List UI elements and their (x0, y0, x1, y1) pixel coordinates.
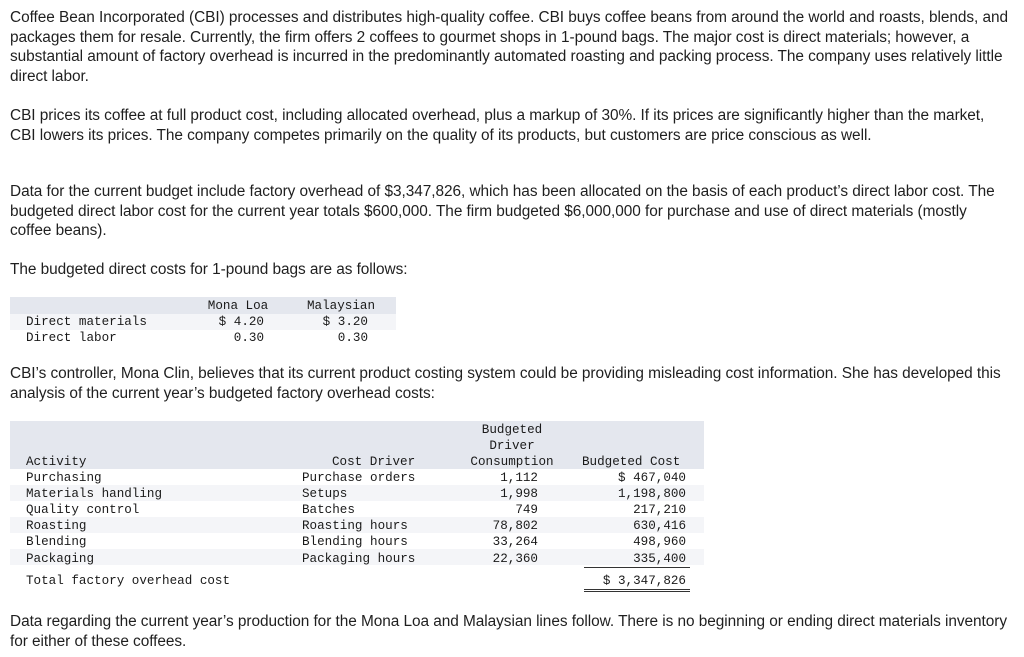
cost-cell: 1,198,800 (617, 487, 686, 501)
header-mona-loa: Mona Loa (207, 299, 269, 313)
mona-direct-materials: $ 4.20 (218, 315, 264, 329)
driver-cell: Batches (302, 503, 355, 517)
direct-costs-table (10, 297, 396, 348)
cost-cell: 335,400 (633, 552, 686, 566)
header-cost-driver: Cost Driver (332, 455, 416, 469)
header-budgeted: Budgeted (481, 423, 543, 437)
total-value: $ 3,347,826 (602, 574, 686, 588)
pricing-paragraph: CBI prices its coffee at full product cost, including allocated overhead, plus a markup of 30%. If its prices are significantly higher than the market, CBI lowers its prices. The company competes primarily on the quality of its products, but customers are price conscious as well. (10, 107, 985, 144)
consumption-cell: 1,998 (500, 487, 538, 501)
driver-cell: Purchase orders (302, 471, 416, 485)
total-double-rule (584, 589, 690, 590)
header-consumption: Consumption (470, 455, 554, 469)
cost-cell: $ 467,040 (617, 471, 686, 485)
mona-direct-labor: 0.30 (233, 331, 264, 345)
malaysian-direct-labor: 0.30 (337, 331, 368, 345)
direct-costs-intro: The budgeted direct costs for 1-pound bags are as follows: (10, 261, 408, 278)
header-activity: Activity (26, 455, 87, 469)
cost-cell: 217,210 (633, 503, 686, 517)
driver-cell: Blending hours (302, 535, 408, 549)
activity-cell: Roasting (26, 519, 87, 533)
consumption-cell: 22,360 (492, 552, 538, 566)
driver-cell: Setups (302, 487, 348, 501)
activity-cell: Materials handling (26, 487, 163, 501)
row-label-direct-labor: Direct labor (26, 331, 117, 345)
cost-cell: 630,416 (633, 519, 686, 533)
activity-cell: Purchasing (26, 471, 102, 485)
header-malaysian: Malaysian (306, 299, 376, 313)
malaysian-direct-materials: $ 3.20 (322, 315, 368, 329)
production-paragraph: Data regarding the current year’s production for the Mona Loa and Malaysian lines follow. There is no beginning or ending direct materials inventory for either of these coffees. (10, 613, 1007, 650)
consumption-cell: 33,264 (492, 535, 538, 549)
consumption-cell: 1,112 (500, 471, 538, 485)
header-budgeted-cost: Budgeted Cost (582, 455, 681, 469)
activity-cell: Blending (26, 535, 87, 549)
cost-cell: 498,960 (633, 535, 686, 549)
intro-paragraph: Coffee Bean Incorporated (CBI) processes and distributes high-quality coffee. CBI buys coffee beans from around the world and roasts, blends, and packages them for resale. Currently, the firm offers 2 coffees to gourmet shops in 1-pound bags. The major cost is direct materials; however, a substantial amount of factory overhead is incurred in the predominantly automated roasting and packing process. The company uses relatively little direct labor. (10, 9, 1009, 85)
total-double-rule (584, 591, 690, 592)
subtotal-rule (584, 567, 690, 568)
consumption-cell: 78,802 (492, 519, 538, 533)
total-label: Total factory overhead cost (26, 574, 231, 588)
activity-cell: Quality control (26, 503, 140, 517)
budget-paragraph: Data for the current budget include factory overhead of $3,347,826, which has been allocated on the basis of each product’s direct labor cost. The budgeted direct labor cost for the current year totals $600,000. The firm budgeted $6,000,000 for purchase and use of direct materials (mostly coffee beans). (10, 183, 995, 240)
header-driver: Driver (489, 439, 535, 453)
row-label-direct-materials: Direct materials (26, 315, 147, 329)
controller-paragraph: CBI’s controller, Mona Clin, believes that its current product costing system could be providing misleading cost information. She has developed this analysis of the current year’s budgeted factory overhead costs: (10, 365, 1001, 402)
driver-cell: Roasting hours (302, 519, 408, 533)
driver-cell: Packaging hours (302, 552, 416, 566)
activity-cell: Packaging (26, 552, 95, 566)
overhead-table (10, 421, 704, 591)
consumption-cell: 749 (515, 503, 538, 517)
